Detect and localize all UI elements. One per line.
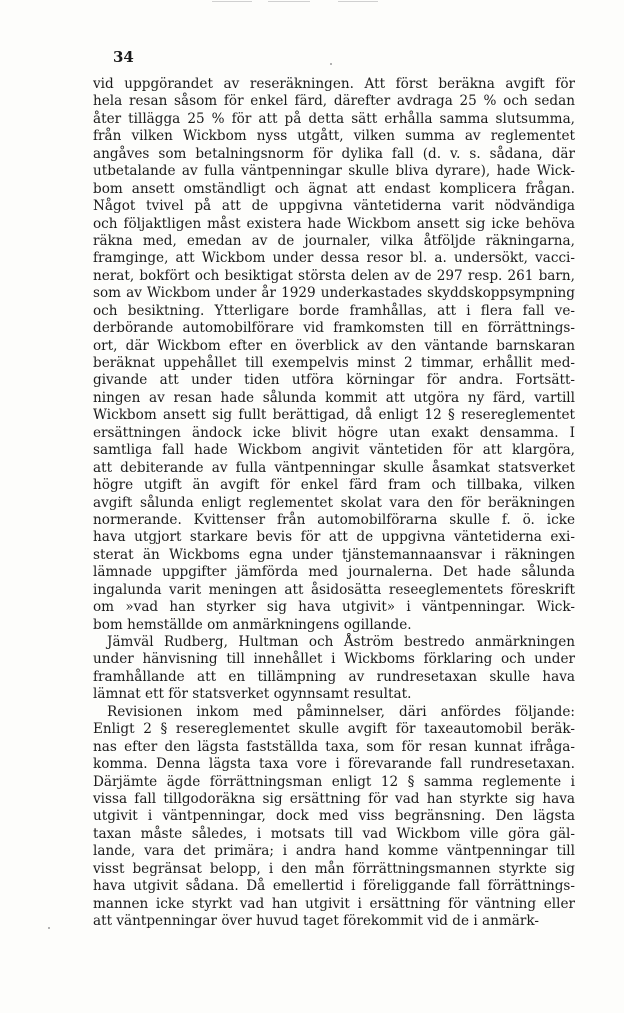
paragraph bbox=[93, 634, 575, 704]
text-line: derbörande automobilförare vid framkomsten till en förrättnings- bbox=[93, 320, 575, 337]
text-line: ingalunda varit meningen att åsidosätta reseeglementets föreskrift bbox=[93, 581, 575, 598]
text-line: under hänvisning till innehållet i Wickboms förklaring och under bbox=[93, 651, 575, 668]
text-line: åter tillägga 25 % för att på detta sätt erhålla samma slutsumma, bbox=[93, 110, 575, 127]
text-line: taxan måste således, i motsats till vad Wickbom ville göra gäl- bbox=[93, 825, 575, 842]
scan-speck bbox=[338, 1, 378, 2]
text-line: Enligt 2 § resereglementet skulle avgift för taxeautomobil beräk- bbox=[93, 721, 575, 738]
text-line: samtliga fall hade Wickbom angivit väntetiden för att klargöra, bbox=[93, 442, 575, 459]
text-line: framhållande att en tillämpning av rundresetaxan skulle hava bbox=[93, 668, 575, 685]
text-line: vid uppgörandet av reseräkningen. Att först beräkna avgift för bbox=[93, 76, 575, 92]
text-line: lämnat ett för statsverket ogynnsamt resultat. bbox=[93, 686, 412, 703]
text-line: Något tvivel på att de uppgivna väntetiderna varit nödvändiga bbox=[93, 198, 575, 215]
text-line: lämnade uppgifter jämförda med journalerna. Det hade sålunda bbox=[93, 564, 575, 581]
text-line: hava utgivit sådana. Då emellertid i föreliggande fall förrättnings- bbox=[93, 878, 575, 895]
scan-speck bbox=[48, 927, 50, 929]
text-line: att debiterande av fulla väntpenningar skulle åsamkat statsverket bbox=[93, 459, 575, 476]
text-line: Revisionen inkom med påminnelser, däri anfördes följande: bbox=[107, 703, 575, 720]
text-line: ersättningen ändock icke blivit högre utan exakt densamma. I bbox=[93, 424, 575, 441]
text-line: sterat än Wickboms egna under tjänstemannaansvar i räkningen bbox=[93, 546, 575, 563]
text-line: framginge, att Wickbom under dessa resor bl. a. undersökt, vacci- bbox=[93, 250, 575, 267]
text-line: bom hemställde om anmärkningens ogillande. bbox=[93, 616, 412, 633]
text-line: att väntpenningar över huvud taget förekommit vid de i anmärk- bbox=[93, 913, 539, 929]
text-line: Wickbom ansett sig fullt berättigad, då enligt 12 § resereglementet bbox=[93, 407, 575, 424]
text-line: beräknat uppehållet till exempelvis minst 2 timmar, erhållit med- bbox=[93, 355, 575, 371]
text-line: utbetalande av fulla väntpenningar skulle bliva dyrare), hade Wick- bbox=[93, 163, 575, 180]
text-line: räkna med, emedan av de journaler, vilka åtföljde räkningarna, bbox=[93, 232, 575, 249]
paragraph bbox=[93, 76, 575, 634]
text-line: nerat, bokfört och besiktigat största delen av de 297 resp. 261 barn, bbox=[93, 267, 575, 284]
text-line: och besiktning. Ytterligare borde framhållas, att i flera fall ve- bbox=[93, 302, 575, 319]
text-line: som av Wickbom under år 1929 underkastades skyddskoppsympning bbox=[93, 285, 575, 302]
scan-speck bbox=[330, 63, 332, 65]
text-line: ningen av resan hade sålunda kommit att utgöra ny färd, vartill bbox=[93, 389, 575, 406]
text-line: givande att under tiden utföra körningar för andra. Fortsätt- bbox=[93, 372, 575, 389]
text-line: lande, vara det primära; i andra hand komme väntpenningar till bbox=[93, 843, 575, 860]
text-line: visst begränsat belopp, i den mån förrättningsmannen styrkte sig bbox=[93, 860, 575, 877]
text-line: nas efter den lägsta fastställda taxa, som för resan kunnat ifråga- bbox=[93, 738, 575, 755]
text-line: Därjämte ägde förrättningsman enligt 12 § samma reglemente i bbox=[93, 773, 575, 790]
text-line: hava utgjort starkare bevis för att de uppgivna väntetiderna exi- bbox=[93, 529, 575, 546]
text-line: vissa fall tillgodoräkna sig ersättning för vad han styrkte sig hava bbox=[93, 790, 575, 807]
text-line: normerande. Kvittenser från automobilförarna skulle f. ö. icke bbox=[93, 511, 575, 528]
text-line: utgivit i väntpenningar, dock med viss begränsning. Den lägsta bbox=[93, 808, 575, 825]
body-text bbox=[93, 76, 575, 930]
text-line: angåves som betalningsnorm för dylika fall (d. v. s. sådana, där bbox=[93, 145, 575, 162]
text-line: komma. Denna lägsta taxa vore i förevarande fall rundresetaxan. bbox=[93, 756, 575, 773]
text-line: mannen icke styrkt vad han utgivit i ersättning för väntning eller bbox=[93, 895, 575, 912]
text-line: högre utgift än avgift för enkel färd fram och tillbaka, vilken bbox=[93, 477, 575, 494]
text-line: om »vad han styrker sig hava utgivit» i väntpenningar. Wick- bbox=[93, 599, 575, 616]
page-number: 34 bbox=[113, 48, 134, 66]
text-line: ort, där Wickbom efter en överblick av den väntande barnskaran bbox=[93, 337, 575, 354]
scan-speck bbox=[268, 1, 310, 2]
text-line: och följaktligen måst existera hade Wickbom ansett sig icke behöva bbox=[93, 215, 575, 232]
paragraph bbox=[93, 704, 575, 931]
text-line: Jämväl Rudberg, Hultman och Åström bestredo anmärkningen bbox=[107, 634, 575, 650]
text-line: hela resan såsom för enkel färd, därefter avdraga 25 % och sedan bbox=[93, 93, 575, 110]
scan-speck bbox=[212, 1, 252, 2]
text-line: bom ansett omständligt och ägnat att endast komplicera frågan. bbox=[93, 180, 575, 197]
text-line: avgift sålunda enligt reglementet skolat vara den för beräkningen bbox=[93, 494, 575, 511]
text-line: från vilken Wickbom nyss utgått, vilken summa av reglementet bbox=[93, 128, 575, 145]
